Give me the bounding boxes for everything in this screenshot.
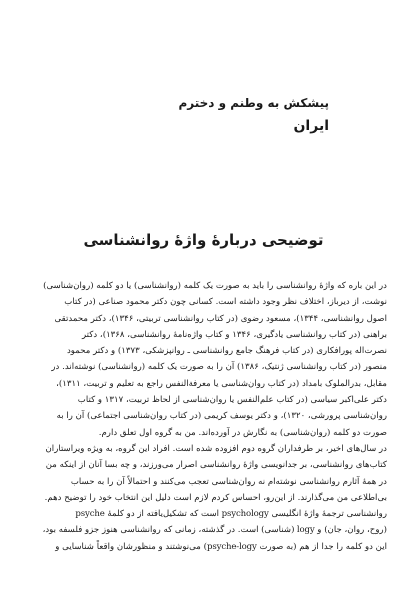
body-line: در این باره که واژهٔ روانشناسی را باید به صورت یک کلمه (روانشناسی) یا دو کلمه (روان‌شناسی) xyxy=(43,281,387,291)
dedication-block xyxy=(69,95,329,135)
body-line: نوشت، از دیرباز، اختلاف نظر وجود داشته است. کسانی چون دکتر محمود صناعی (در کتاب xyxy=(64,297,387,308)
body-line: منصور (در کتاب روانشناسی ژنتیک، ۱۳۸۶) آن را به صورت یک کلمه (روانشناسی) نوشته‌اند. در xyxy=(51,362,387,373)
body-line: روان‌شناسی پرورشی، ۱۳۲۰)، و دکتر یوسف کریمی (در کتاب روان‌شناسی اجتماعی) آن را به xyxy=(56,411,387,422)
body-line: کتاب‌های روانشناسی، بر جدانویسی واژهٔ روانشناسی اصرار می‌ورزند، و چه بسا آنان از اینکه من xyxy=(45,460,387,471)
body-text xyxy=(15,278,387,555)
body-line: دکتر علی‌اکبر سیاسی (در کتاب علم‌النفس یا روان‌شناسی از لحاظ تربیت، ۱۳۱۷ و کتاب xyxy=(77,395,387,406)
body-line: بی‌اطلاعی من می‌گذارند. از این‌رو، احساس کردم لازم است دلیل این انتخاب خود را توضیح دهم. xyxy=(44,492,387,503)
body-line: (روح، روان، جان) و logy (شناسی) است. در گذشته، زمانی که روانشناسی هنوز جزو فلسفه بود، xyxy=(42,525,387,536)
body-line: نصرت‌اله پورافکاری (در کتاب فرهنگ جامع روانشناسی ـ روانپزشکی، ۱۳۷۳) و دکتر محمود xyxy=(66,346,387,357)
body-line: مقابل، بدرالملوک بامداد (در کتاب روان‌شناسی یا معرفةالنفس راجع به تعلیم و تربیت، ۱۳۱۱)، xyxy=(56,378,387,389)
body-line: این دو کلمه را جدا از هم (به صورت psyche-logy) می‌نوشتند و منظورشان واقعاً شناسایی و xyxy=(55,541,387,552)
body-line: اصول روانشناسی، ۱۳۴۴)، مسعود رضوی (در کتاب روانشناسی تربیتی، ۱۳۴۶)، دکتر محمدتقی xyxy=(54,313,387,324)
body-line: صورت دو کلمه (روان‌شناسی) به نگارش در آورده‌اند. من به گروه اول تعلق دارم. xyxy=(98,427,387,438)
body-line: در سال‌های اخیر، بر طرفداران گروه دوم افزوده شده است. افراد این گروه، به ویژه ویراستاران xyxy=(45,443,387,454)
dedication-subject: ایران xyxy=(293,118,329,134)
body-line: در همهٔ آثارم روانشناسی نوشته‌ام نه روان‌شناسی تعجب می‌کنند و احتمالاً آن را به حساب xyxy=(70,476,387,487)
dedication-line: پیشکش به وطنم و دخترم xyxy=(178,96,329,110)
body-line: براهنی (در کتاب روانشناسی یادگیری، ۱۳۴۶ و کتاب واژه‌نامهٔ روانشناسی، ۱۳۶۸)، دکتر xyxy=(81,329,387,340)
section-title: توضیحی دربارهٔ واژهٔ روانشناسی xyxy=(83,231,324,249)
body-line: روانشناسی ترجمهٔ واژهٔ انگلیسی psychology است که تشکیل‌یافته از دو کلمهٔ psyche xyxy=(75,509,387,520)
